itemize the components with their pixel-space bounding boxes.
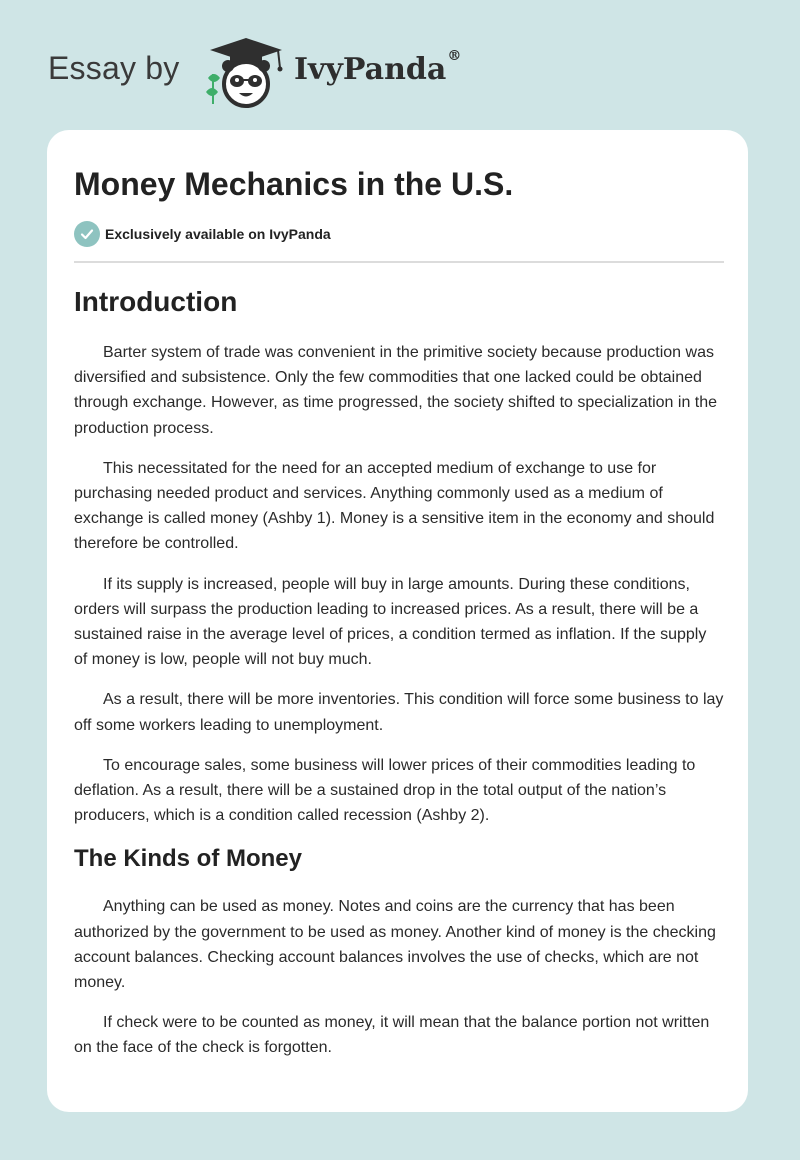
section-heading-kinds-of-money: The Kinds of Money	[74, 845, 302, 873]
check-icon	[74, 221, 100, 247]
registered-mark: ®	[447, 48, 462, 64]
essay-card	[47, 130, 748, 1112]
essay-body	[74, 284, 724, 1076]
panda-logo-icon	[200, 34, 292, 110]
exclusive-badge	[74, 221, 331, 247]
paragraph: If its supply is increased, people will buy in large amounts. During these conditions, orders will surpass the production leading to increased prices. As a result, there will be a sustained raise in the average level of prices, a condition termed as inflation. If the supply of money is low, people will not buy much.	[74, 575, 707, 669]
brand-name	[294, 48, 462, 87]
essay-by-label: Essay by	[48, 50, 180, 86]
paragraph: Barter system of trade was convenient in the primitive society because production was diversified and subsistence. Only the few commodities that one lacked could be obtained through exchange. However, as time progressed, the society shifted to specialization in the production process.	[74, 344, 718, 437]
paragraph: To encourage sales, some business will lower prices of their commodities leading to deflation. As a result, there will be a sustained drop in the total output of the nation’s producers, which is a condition called recession (Ashby 2).	[74, 756, 696, 825]
exclusive-badge-text: Exclusively available on IvyPanda	[105, 226, 331, 242]
essay-title: Money Mechanics in the U.S.	[74, 166, 514, 202]
title-divider	[74, 261, 724, 263]
paragraph: This necessitated for the need for an accepted medium of exchange to use for purchasing needed product and services. Anything commonly used as a medium of exchange is called money (Ashby 1). Money is a sensitive item in the economy and should therefore be controlled.	[74, 459, 715, 553]
brand-text: IvyPanda	[294, 52, 447, 87]
paragraph: If check were to be counted as money, it will mean that the balance portion not written on the face of the check is forgotten.	[74, 1014, 710, 1057]
section-heading-introduction: Introduction	[74, 286, 238, 317]
paragraph: As a result, there will be more inventories. This condition will force some business to lay off some workers leading to unemployment.	[74, 691, 724, 734]
paragraph: Anything can be used as money. Notes and coins are the currency that has been authorized by the government to be used as money. Another kind of money is the checking account balances. Checking account balances involves the use of checks, which are not money.	[74, 898, 716, 992]
site-header	[0, 0, 800, 120]
